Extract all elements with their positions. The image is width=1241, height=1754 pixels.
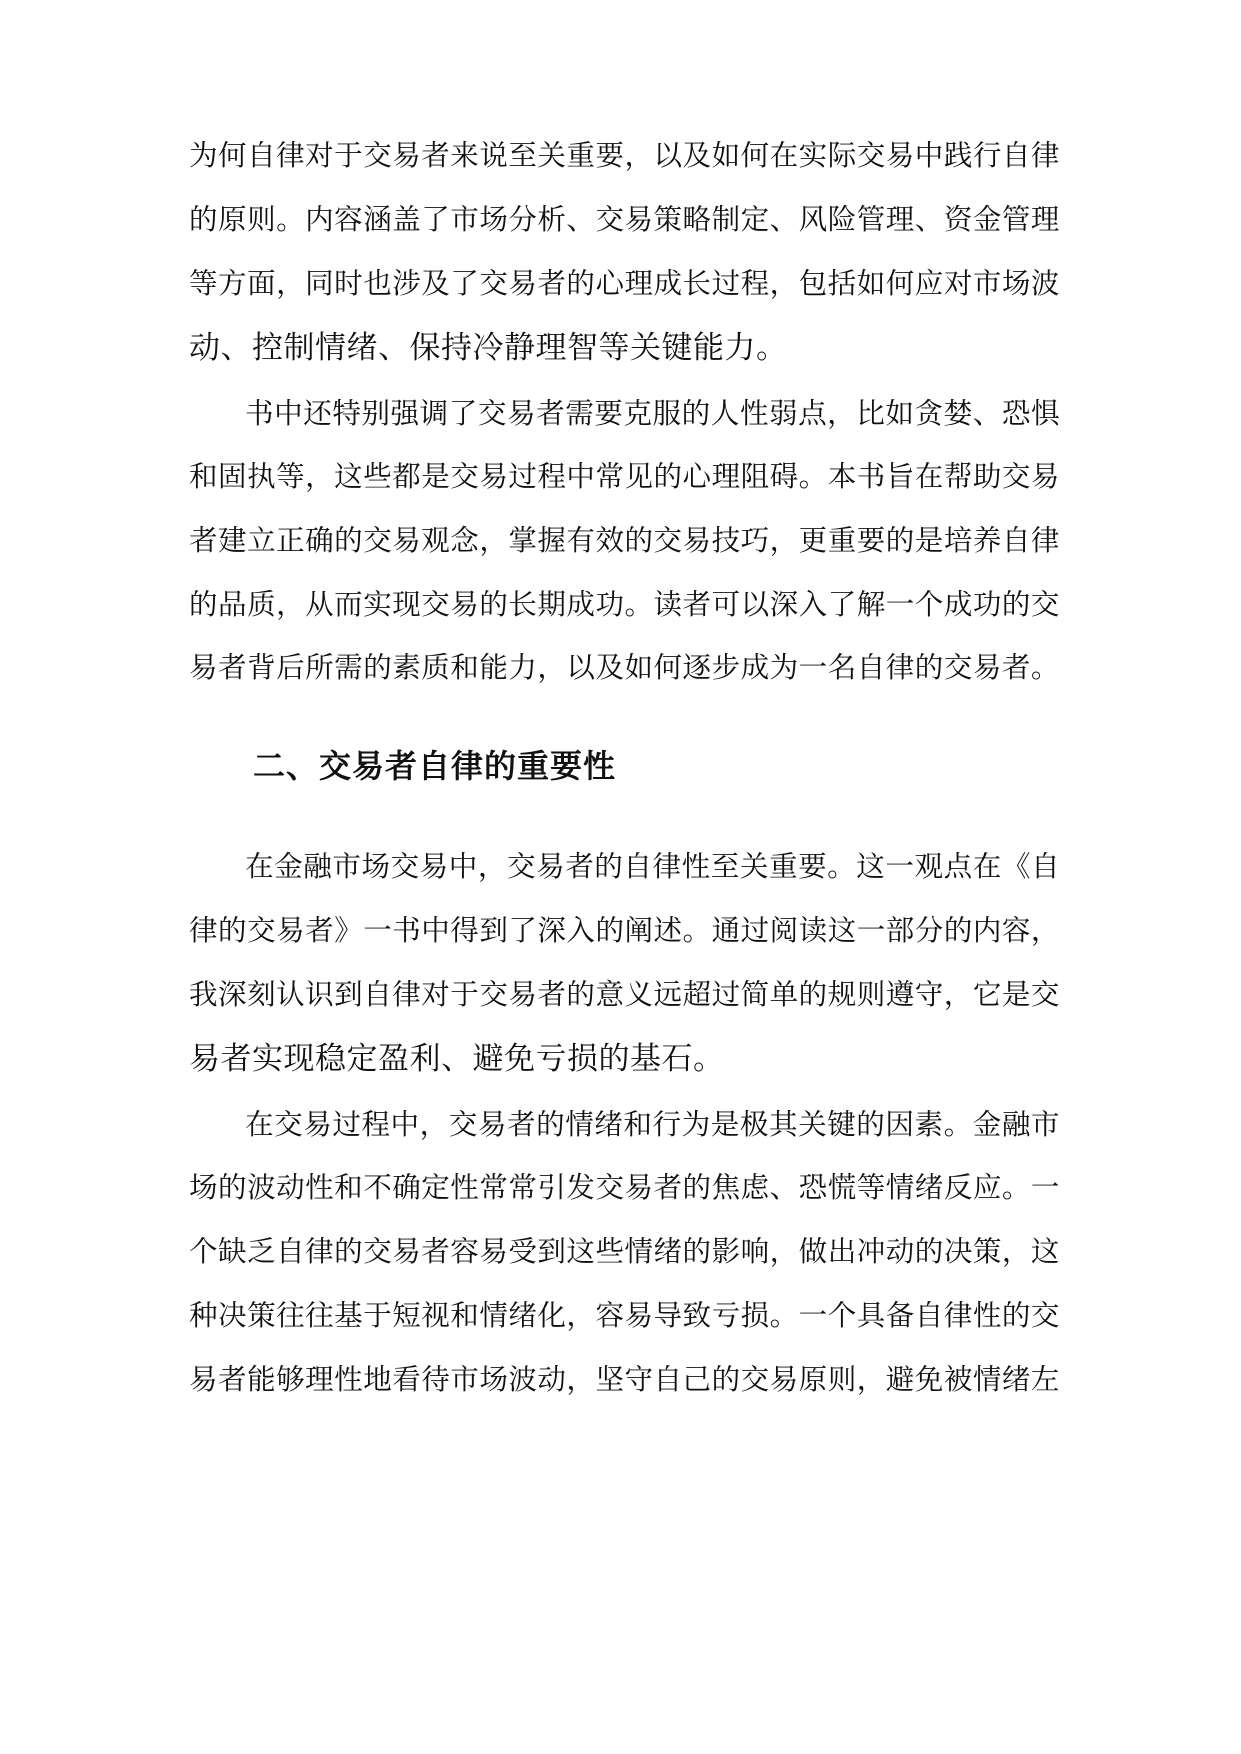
paragraph-2-line-4: 的品质，从而实现交易的长期成功。读者可以深入了解一个成功的交 — [189, 588, 1060, 621]
paragraph-3-line-3: 我深刻认识到自律对于交易者的意义远超过简单的规则遵守，它是交 — [189, 978, 1060, 1011]
paragraph-4-line-2: 场的波动性和不确定性常常引发交易者的焦虑、恐慌等情绪反应。一 — [189, 1171, 1060, 1204]
paragraph-1-line-4: 动、控制情绪、保持冷静理智等关键能力。 — [189, 330, 788, 366]
paragraph-3-line-4: 易者实现稳定盈利、避免亏损的基石。 — [189, 1041, 725, 1077]
paragraph-3-line-2: 律的交易者》一书中得到了深入的阐述。通过阅读这一部分的内容， — [189, 914, 1060, 947]
paragraph-4-line-4: 种决策往往基于短视和情绪化，容易导致亏损。一个具备自律性的交 — [189, 1299, 1060, 1332]
paragraph-1-line-2: 的原则。内容涵盖了市场分析、交易策略制定、风险管理、资金管理 — [189, 203, 1060, 236]
paragraph-4-line-5: 易者能够理性地看待市场波动，坚守自己的交易原则，避免被情绪左 — [189, 1363, 1060, 1396]
paragraph-4-line-1: 在交易过程中，交易者的情绪和行为是极其关键的因素。金融市 — [245, 1107, 1061, 1141]
paragraph-2-line-2: 和固执等，这些都是交易过程中常见的心理阻碍。本书旨在帮助交易 — [189, 460, 1060, 493]
paragraph-2-line-5: 易者背后所需的素质和能力，以及如何逐步成为一名自律的交易者。 — [189, 651, 1060, 684]
paragraph-1-line-3: 等方面，同时也涉及了交易者的心理成长过程，包括如何应对市场波 — [189, 267, 1060, 300]
paragraph-1-line-1: 为何自律对于交易者来说至关重要，以及如何在实际交易中践行自律 — [189, 139, 1060, 172]
paragraph-2-line-1: 书中还特别强调了交易者需要克服的人性弱点，比如贪婪、恐惧 — [245, 396, 1061, 430]
section-heading: 二、交易者自律的重要性 — [253, 747, 617, 785]
paragraph-3-line-1: 在金融市场交易中，交易者的自律性至关重要。这一观点在《自 — [245, 849, 1061, 883]
paragraph-4-line-3: 个缺乏自律的交易者容易受到这些情绪的影响，做出冲动的决策，这 — [189, 1235, 1060, 1268]
paragraph-2-line-3: 者建立正确的交易观念，掌握有效的交易技巧，更重要的是培养自律 — [189, 524, 1060, 557]
